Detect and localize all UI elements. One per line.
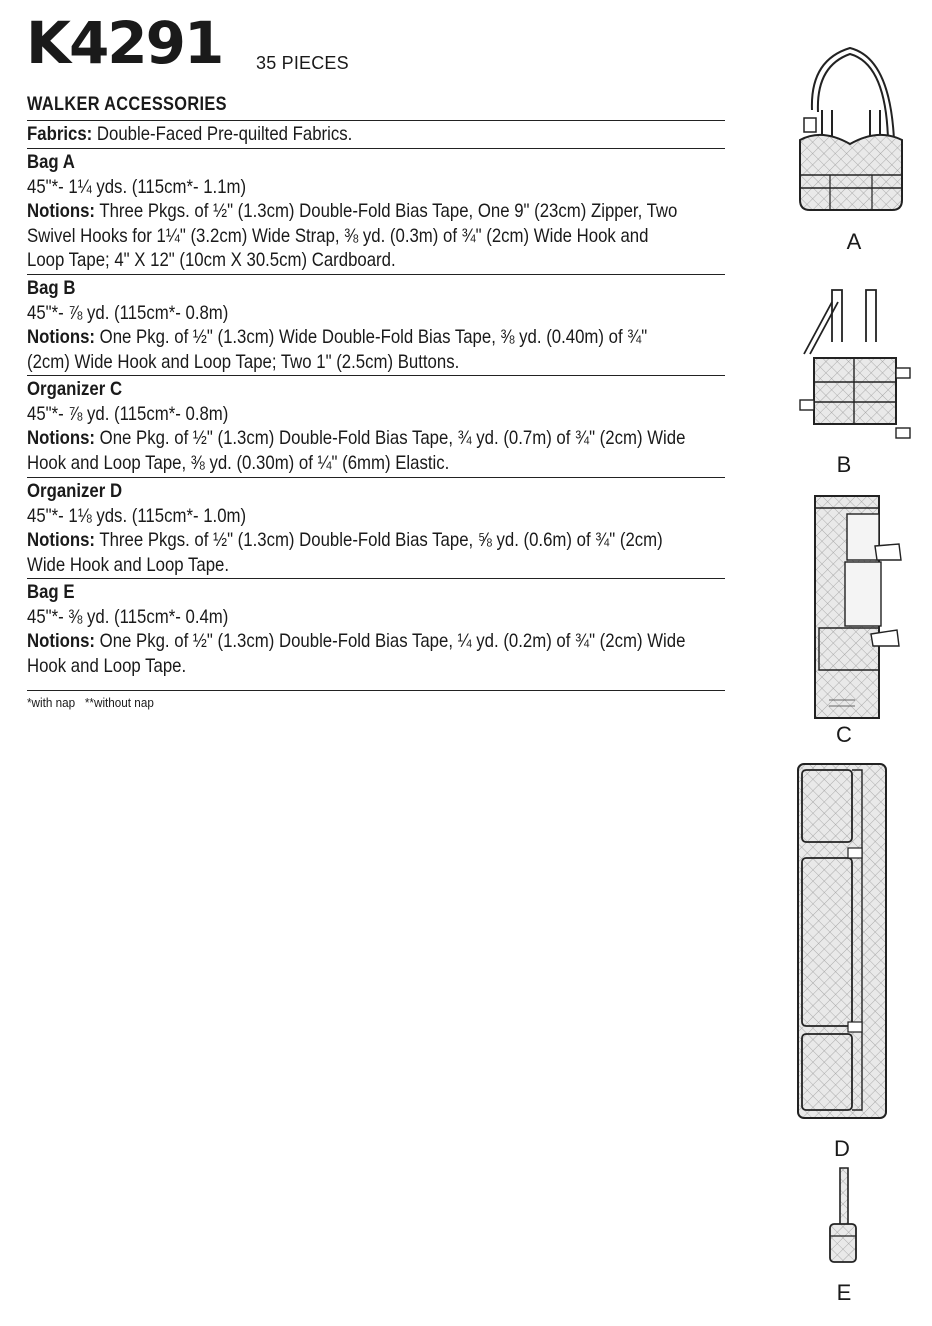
fabrics-label: Fabrics: (27, 123, 93, 145)
divider (27, 690, 725, 691)
notions-line: One Pkg. of ½" (1.3cm) Wide Double-Fold Bias Tape, ⅜ yd. (0.40m) of ¾" (95, 326, 648, 348)
yardage: 45"*- 1⅛ yds. (115cm*- 1.0m) (27, 504, 247, 527)
yardage: 45"*- 1¼ yds. (115cm*- 1.1m) (27, 175, 247, 198)
notions-label: Notions: (27, 200, 96, 222)
divider (27, 477, 725, 478)
organizer-c-illustration (805, 490, 905, 722)
yardage: 45"*- ⅞ yd. (115cm*- 0.8m) (27, 301, 229, 324)
notions-line: (2cm) Wide Hook and Loop Tape; Two 1" (2.5cm) Buttons. (27, 350, 460, 373)
figure-label-b: B (836, 452, 852, 477)
fabrics-text: Double-Faced Pre-quilted Fabrics. (92, 123, 353, 145)
bag-e-illustration (826, 1164, 860, 1268)
notions-line: Wide Hook and Loop Tape. (27, 553, 230, 576)
notions-label: Notions: (27, 427, 96, 449)
section-title: Bag B (27, 277, 76, 299)
divider (27, 274, 725, 275)
divider (27, 375, 725, 376)
notions-label: Notions: (27, 529, 96, 551)
section-bag-b (27, 276, 681, 374)
figure-label-d: D (834, 1136, 850, 1161)
section-bag-a (27, 150, 681, 273)
notions-line: Hook and Loop Tape, ⅜ yd. (0.30m) of ¼" (6mm) Elastic. (27, 451, 450, 474)
notions-line: Swivel Hooks for 1¼" (3.2cm) Wide Strap, ⅜ yd. (0.3m) of ¾" (2cm) Wide Hook and (27, 224, 649, 247)
notions-line: Loop Tape; 4" X 12" (10cm X 30.5cm) Cardboard. (27, 249, 396, 271)
section-title: Organizer D (27, 480, 123, 502)
divider (27, 120, 725, 121)
yardage: 45"*- ⅜ yd. (115cm*- 0.4m) (27, 605, 229, 628)
divider (27, 148, 725, 149)
bag-a-illustration (790, 40, 910, 220)
figure-label-e: E (836, 1280, 852, 1305)
section-title: Bag A (27, 151, 75, 173)
pattern-title: WALKER ACCESSORIES (27, 94, 227, 115)
section-title: Bag E (27, 581, 75, 603)
section-bag-e (27, 580, 686, 678)
notions-line: One Pkg. of ½" (1.3cm) Double-Fold Bias Tape, ¼ yd. (0.2m) of ¾" (2cm) Wide (95, 630, 686, 652)
footnote: *with nap **without nap (27, 695, 154, 710)
bag-b-illustration (792, 282, 912, 442)
notions-label: Notions: (27, 630, 96, 652)
section-title: Organizer C (27, 378, 123, 400)
notions-line: Hook and Loop Tape. (27, 654, 187, 677)
organizer-d-illustration (796, 762, 888, 1122)
notions-label: Notions: (27, 326, 96, 348)
notions-line: Three Pkgs. of ½" (1.3cm) Double-Fold Bias Tape, One 9" (23cm) Zipper, Two (95, 200, 678, 222)
fabrics-line (27, 122, 681, 147)
section-organizer-c (27, 377, 686, 475)
figure-label-c: C (836, 722, 852, 747)
yardage: 45"*- ⅞ yd. (115cm*- 0.8m) (27, 402, 229, 425)
figure-label-a: A (846, 229, 862, 254)
piece-count: 35 PIECES (256, 53, 349, 73)
section-organizer-d (27, 479, 681, 577)
notions-line: Three Pkgs. of ½" (1.3cm) Double-Fold Bias Tape, ⅝ yd. (0.6m) of ¾" (2cm) (95, 529, 663, 551)
pattern-number: K4291 (26, 9, 223, 77)
notions-line: One Pkg. of ½" (1.3cm) Double-Fold Bias Tape, ¾ yd. (0.7m) of ¾" (2cm) Wide (95, 427, 686, 449)
divider (27, 578, 725, 579)
